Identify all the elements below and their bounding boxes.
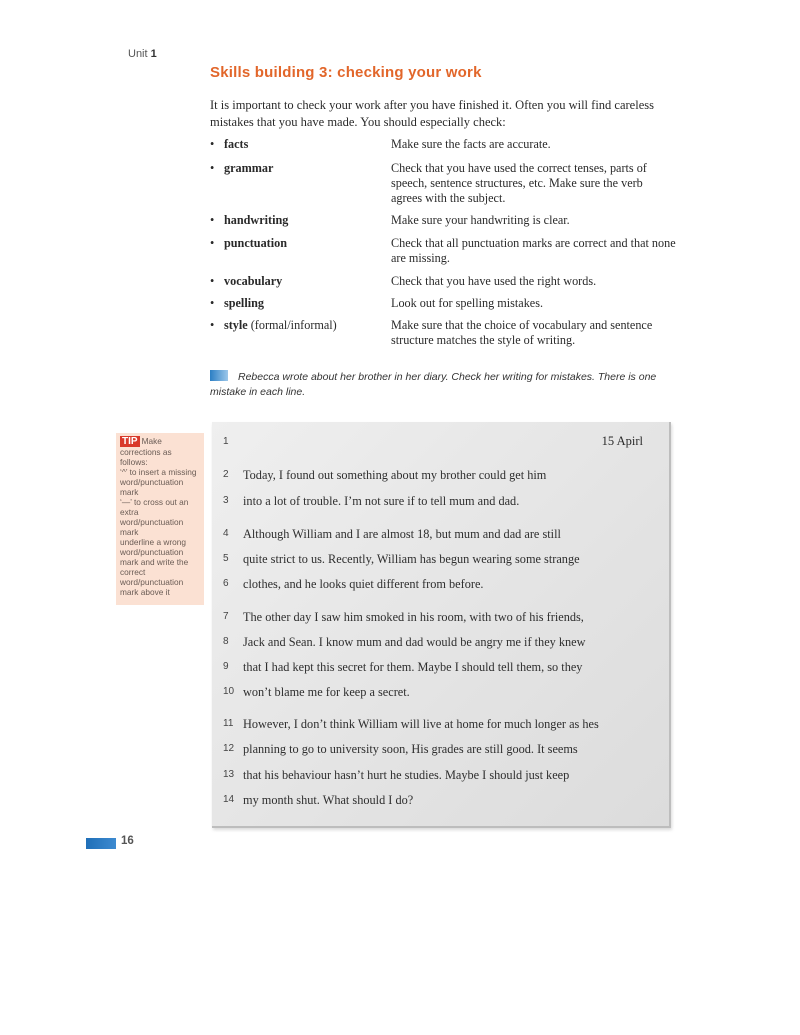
diary-line [212, 551, 669, 567]
instruction [210, 370, 675, 400]
page-number: 16 [121, 835, 134, 847]
tip-line: ‘—’ to cross out an extra word/punctuation mark [120, 497, 189, 537]
diary-line [212, 609, 669, 625]
bullet: • [210, 296, 215, 310]
checklist-term: grammar [224, 161, 274, 175]
line-number: 4 [223, 528, 229, 539]
unit-label [128, 48, 157, 60]
tip-line: ‘^’ to insert a missing word/punctuation mark [120, 467, 197, 497]
tip-badge: TIP [122, 436, 138, 447]
line-number: 11 [223, 718, 234, 729]
diary-line [212, 576, 669, 592]
exercise-marker-icon [210, 370, 228, 381]
checklist-description: Make sure the facts are accurate. [391, 137, 551, 151]
bullet: • [210, 318, 215, 332]
diary-line [212, 467, 669, 483]
bullet: • [210, 137, 215, 151]
line-number: 14 [223, 794, 235, 805]
section-title: Skills building 3: checking your work [210, 64, 482, 81]
bullet: • [210, 274, 215, 288]
bullet: • [210, 161, 215, 175]
line-number: 10 [223, 686, 235, 697]
checklist-term-suffix: (formal/informal) [247, 318, 337, 332]
line-number: 13 [223, 769, 235, 780]
checklist-term: handwriting [224, 213, 289, 227]
diary-line [212, 767, 669, 783]
diary-line [212, 792, 669, 808]
tip-box [116, 433, 204, 605]
checklist-description: Make sure that the choice of vocabulary and sentence structure matches the style of writing. [391, 318, 653, 347]
checklist-term: vocabulary [224, 274, 283, 288]
unit-number: 1 [150, 48, 157, 60]
line-number: 5 [223, 553, 229, 564]
line-text: Although William and I are almost 18, but mum and dad are still [243, 527, 561, 541]
diary-date: 15 Apirl [601, 434, 643, 448]
line-number: 1 [223, 436, 229, 447]
line-number: 3 [223, 495, 229, 506]
bullet: • [210, 236, 215, 250]
line-number: 8 [223, 636, 229, 647]
diary-line [212, 526, 669, 542]
line-text: Today, I found out something about my brother could get him [243, 468, 547, 482]
line-number: 9 [223, 661, 229, 672]
line-number: 6 [223, 578, 229, 589]
diary-line [212, 493, 669, 509]
unit-prefix: Unit [128, 48, 148, 60]
diary-line [212, 634, 669, 650]
checklist-description: Check that all punctuation marks are correct and that none are missing. [391, 236, 676, 265]
checklist-term: spelling [224, 296, 264, 310]
diary-entry [212, 422, 671, 828]
line-number: 2 [223, 469, 229, 480]
checklist-term: facts [224, 137, 249, 151]
checklist-term: style [224, 318, 248, 332]
diary-line [212, 434, 669, 450]
intro-paragraph: It is important to check your work after you have finished it. Often you will find careless mistakes that you have made. You should especially check: [210, 98, 654, 129]
line-text: that I had kept this secret for them. Maybe I should tell them, so they [243, 660, 583, 674]
page-marker-bar [86, 838, 116, 849]
line-number: 7 [223, 611, 229, 622]
tip-line: Make corrections as follows: [120, 436, 172, 467]
line-text: quite strict to us. Recently, William has begun wearing some strange [243, 552, 580, 566]
diary-line [212, 741, 669, 757]
diary-line [212, 659, 669, 675]
line-text: that his behaviour hasn’t hurt he studies. Maybe I should just keep [243, 768, 570, 782]
instruction-text: Rebecca wrote about her brother in her diary. Check her writing for mistakes. There is one mistake in each line. [210, 371, 657, 398]
line-text: However, I don’t think William will live at home for much longer as hes [243, 717, 599, 731]
line-text: my month shut. What should I do? [243, 793, 414, 807]
checklist-description: Look out for spelling mistakes. [391, 296, 543, 310]
tip-line: underline a wrong word/punctuation mark and write the correct word/punctuation mark above it [120, 537, 189, 597]
checklist-description: Make sure your handwriting is clear. [391, 213, 570, 227]
line-number: 12 [223, 743, 235, 754]
checklist-description: Check that you have used the right words. [391, 274, 597, 288]
line-text: won’t blame me for keep a secret. [243, 685, 410, 699]
diary-line [212, 684, 669, 700]
line-text: into a lot of trouble. I’m not sure if to tell mum and dad. [243, 494, 520, 508]
line-text: clothes, and he looks quiet different from before. [243, 577, 484, 591]
line-text: planning to go to university soon, His grades are still good. It seems [243, 742, 578, 756]
line-text: Jack and Sean. I know mum and dad would be angry me if they knew [243, 635, 586, 649]
bullet: • [210, 213, 215, 227]
checklist-description: Check that you have used the correct tenses, parts of speech, sentence structures, etc. Make sure the verb agrees with the subject. [391, 161, 647, 205]
checklist-term: punctuation [224, 236, 287, 250]
line-text: The other day I saw him smoked in his room, with two of his friends, [243, 610, 584, 624]
diary-line [212, 716, 669, 732]
